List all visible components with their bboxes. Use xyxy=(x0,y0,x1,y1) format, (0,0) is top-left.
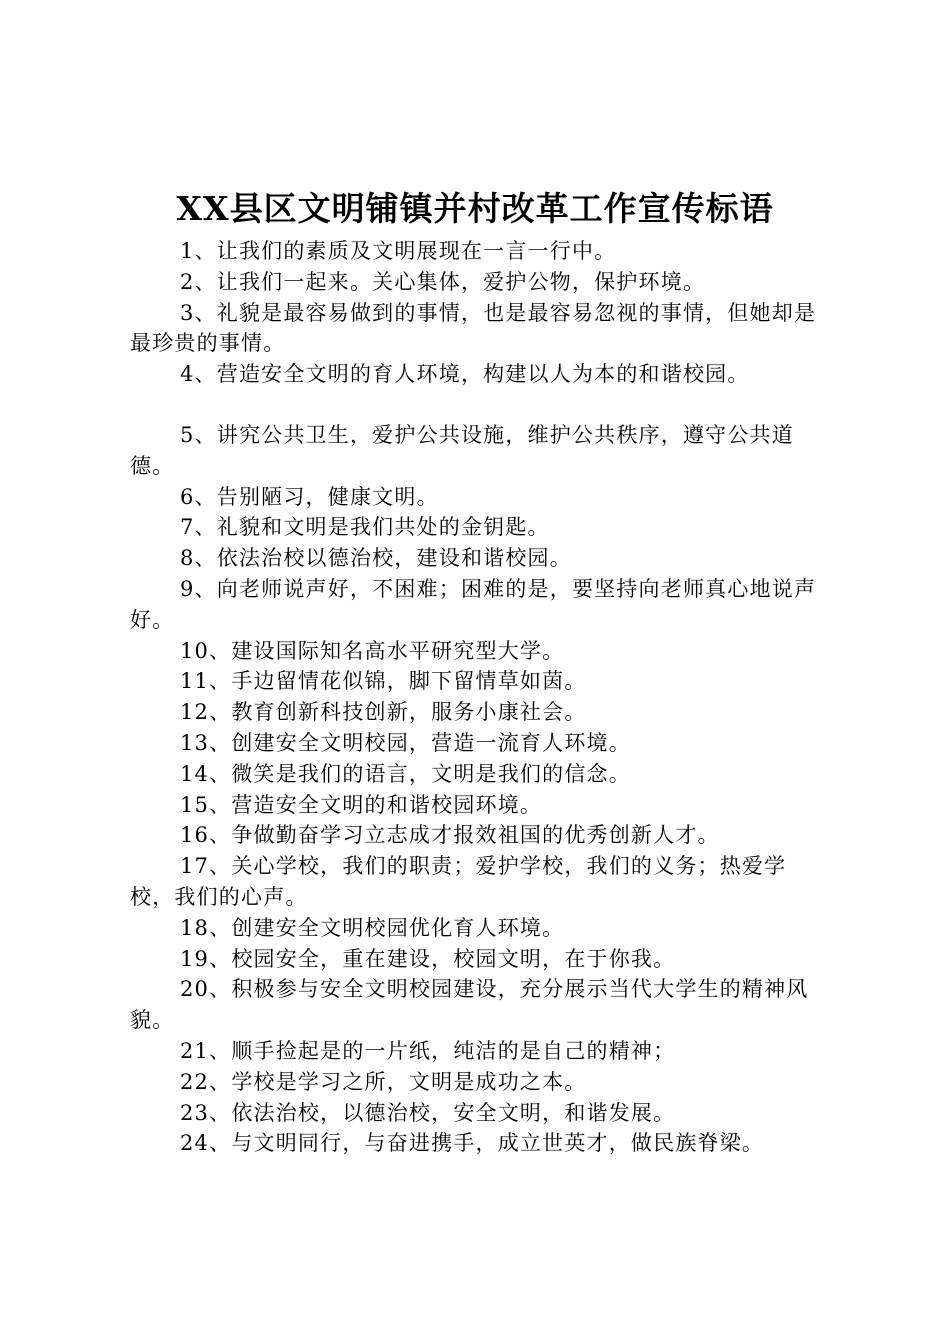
slogan-paragraph: 5、讲究公共卫生，爱护公共设施，维护公共秩序，遵守公共道德。 xyxy=(130,422,794,478)
document-title: XX县区文明铺镇并村改革工作宣传标语 xyxy=(176,189,774,228)
slogan-paragraph: 17、关心学校，我们的职责；爱护学校，我们的义务；热爱学校，我们的心声。 xyxy=(130,854,787,909)
slogan-paragraph: 18、创建安全文明校园优化育人环境。 xyxy=(180,915,565,940)
document-body xyxy=(130,236,830,1159)
slogan-paragraph: 21、顺手捡起是的一片纸，纯洁的是自己的精神； xyxy=(180,1038,676,1063)
slogan-paragraph: 2、让我们一起来。关心集体，爱护公物，保护环境。 xyxy=(180,269,706,294)
slogan-paragraph: 3、礼貌是最容易做到的事情，也是最容易忽视的事情，但她却是最珍贵的事情。 xyxy=(130,300,817,356)
slogan-paragraph: 15、营造安全文明的和谐校园环境。 xyxy=(180,792,543,817)
slogan-paragraph: 20、积极参与安全文明校园建设，充分展示当代大学生的精神风貌。 xyxy=(130,977,809,1033)
slogan-paragraph: 16、争做勤奋学习立志成才报效祖国的优秀创新人才。 xyxy=(180,823,720,848)
slogan-paragraph: 9、向老师说声好，不困难；困难的是，要坚持向老师真心地说声好。 xyxy=(130,576,817,632)
slogan-paragraph: 22、学校是学习之所，文明是成功之本。 xyxy=(180,1069,587,1094)
slogan-paragraph: 11、手边留情花似锦，脚下留情草如茵。 xyxy=(180,669,587,694)
slogan-paragraph: 24、与文明同行，与奋进携手，成立世英才，做民族脊梁。 xyxy=(180,1131,765,1156)
slogan-paragraph: 12、教育创新科技创新，服务小康社会。 xyxy=(180,700,587,725)
slogan-paragraph: 4、营造安全文明的育人环境，构建以人为本的和谐校园。 xyxy=(180,362,750,387)
slogan-paragraph: 13、创建安全文明校园，营造一流育人环境。 xyxy=(180,730,631,755)
slogan-paragraph: 19、校园安全，重在建设，校园文明，在于你我。 xyxy=(180,946,676,971)
slogan-paragraph: 14、微笑是我们的语言，文明是我们的信念。 xyxy=(180,761,631,786)
slogan-paragraph: 10、建设国际知名高水平研究型大学。 xyxy=(180,638,565,663)
slogan-paragraph: 8、依法治校以德治校，建设和谐校园。 xyxy=(180,546,572,571)
slogan-paragraph: 1、让我们的素质及文明展现在一言一行中。 xyxy=(180,239,617,263)
slogan-paragraph: 6、告别陋习，健康文明。 xyxy=(180,484,439,509)
slogan-paragraph: 23、依法治校，以德治校，安全文明，和谐发展。 xyxy=(180,1100,676,1125)
slogan-paragraph: 7、礼貌和文明是我们共处的金钥匙。 xyxy=(180,515,550,540)
